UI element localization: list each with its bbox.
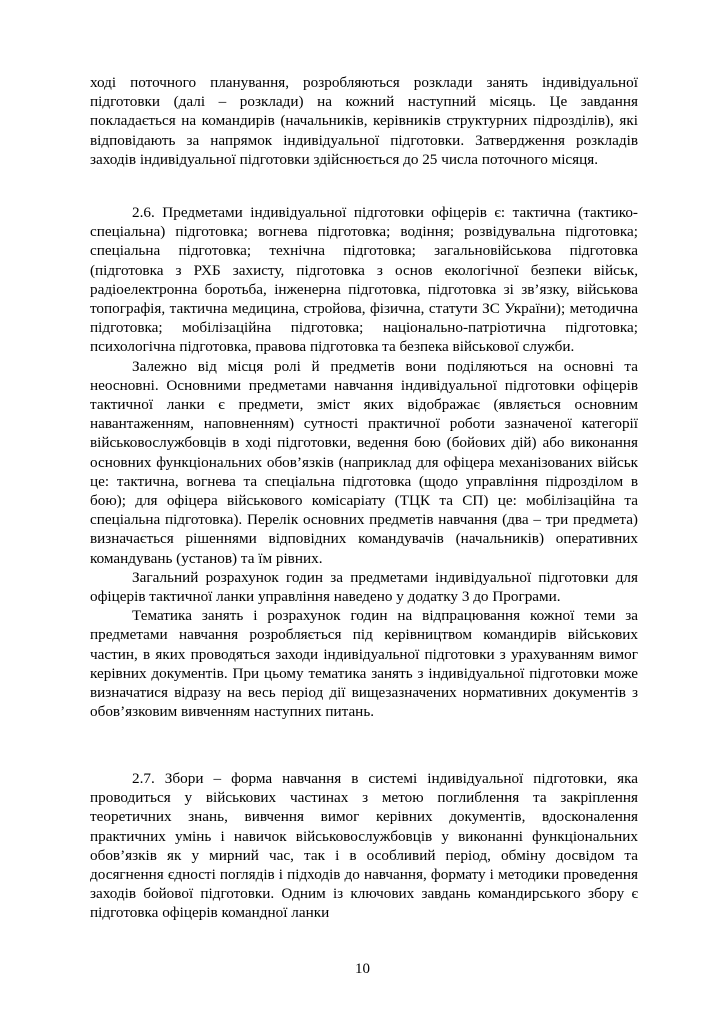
paragraph-topics: Тематика занять і розрахунок годин на відпрацювання кожної теми за предметами навчання розробляється під керівництвом командирів військових частин, в яких проводяться заходи індивідуальної підготовки з урахуванням вимог керівних документів. При цьому тематика занять з індивідуальної підготовки може визначатися відразу на весь період дії вищезазначених нормативних документів з обов’язковим вивченням наступних питань. xyxy=(90,607,638,721)
paragraph-hours-calculation: Загальний розрахунок годин за предметами індивідуальної підготовки для офіцерів тактичної ланки управління наведено у додатку 3 до Програми. xyxy=(90,568,638,606)
paragraph-main-subjects: Залежно від місця ролі й предметів вони поділяються на основні та неосновні. Основними предметами навчання індивідуальної підготовки офіцерів тактичної ланки є предмети, зміст яких відображає (являється основним навантаженням, наповненням) сутності практичної роботи зазначеної категорії військовослужбовців в ході підготовки, ведення бою (бойових дій) або виконання основних функціональних обов’язків (наприклад для офіцера механізованих військ це: тактична, вогнева та спеціальна підготовка (щодо управління підрозділом в бою); для офіцера військового комісаріату (ТЦК та СП) це: мобілізаційна та спеціальна підготовка). Перелік основних предметів навчання (два – три предмета) визначається рішеннями відповідних командувачів (начальників) оперативних командувань (установ) та їм рівних. xyxy=(90,357,638,567)
paragraph-2-7-training-camps: 2.7. Збори – форма навчання в системі індивідуальної підготовки, яка проводиться у військових частинах з метою поглиблення та закріплення теоретичних знань, вивчення вимог керівних документів, вдосконалення практичних умінь і навичок військовослужбовців у виконанні функціональних обов’язків як у мирний час, так і в особливий період, обміну досвідом та досягнення єдності поглядів і підходів до навчання, формату і методики проведення заходів бойової підготовки. Одним із ключових завдань командирського збору є підготовка офіцерів командної ланки xyxy=(90,770,638,922)
section-block-continuation xyxy=(90,73,638,169)
section-block-2-7 xyxy=(90,769,638,923)
section-block-2-6 xyxy=(90,203,638,721)
paragraph-planning-schedules: ході поточного планування, розробляються розклади занять індивідуальної підготовки (далі – розклади) на кожний наступний місяць. Це завдання покладається на командирів (начальників, керівників структурних підрозділів), які відповідають за напрямок індивідуальної підготовки. Затвердження розкладів заходів індивідуальної підготовки здійснюється до 25 числа поточного місяця. xyxy=(90,74,638,168)
page-number: 10 xyxy=(355,961,370,977)
paragraph-2-6-subjects: 2.6. Предметами індивідуальної підготовки офіцерів є: тактична (тактико-спеціальна) підготовка; вогнева підготовка; водіння; розвідувальна підготовка; спеціальна підготовка; технічна підготовка; загальновійськова підготовка (підготовка з РХБ захисту, підготовка з основ екологічної безпеки військ, радіоелектронна боротьба, інженерна підготовка, підготовка зі зв’язку, військова топографія, тактична медицина, стройова, фізична, статути ЗС України); методична підготовка; мобілізаційна підготовка; національно-патріотична підготовка; психологічна підготовка, правова підготовка та безпека військової служби. xyxy=(90,204,638,356)
